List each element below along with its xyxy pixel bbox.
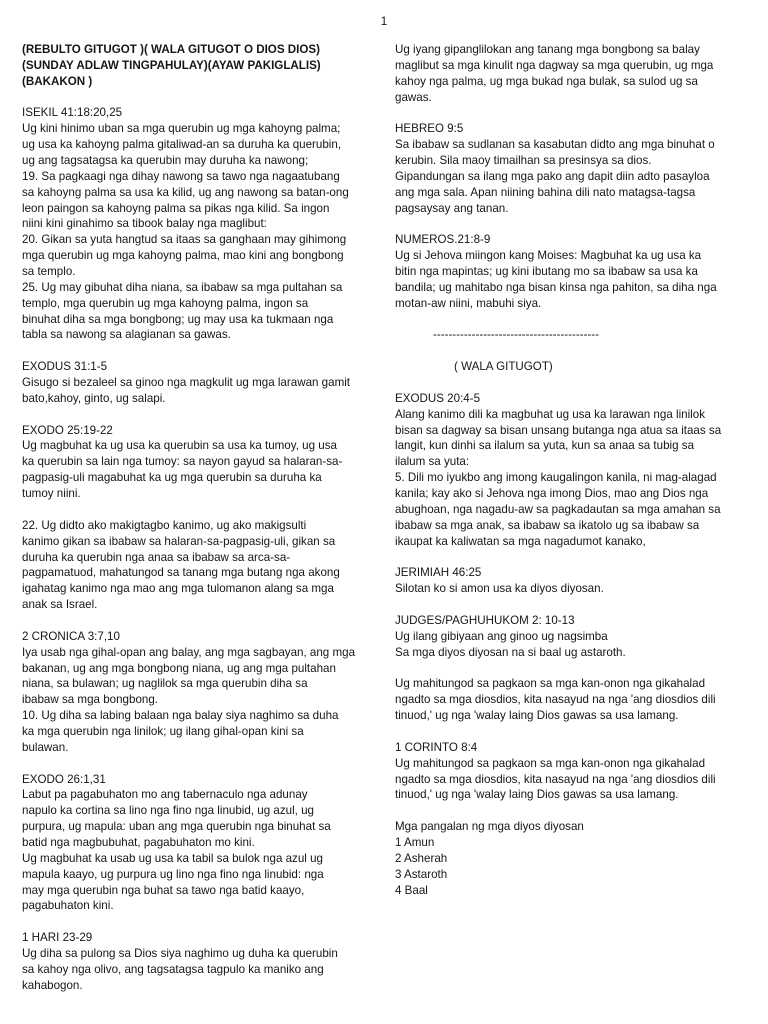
text-line: sa templo. bbox=[22, 265, 76, 279]
text-line: motan-aw niini, mabuhi siya. bbox=[395, 296, 542, 310]
text-line: kahabogon. bbox=[22, 978, 83, 992]
text-line: ngadto sa mga diosdios, kita nasayud na nga 'ang diosdios dili bbox=[395, 772, 716, 786]
text-line: kanimo gikan sa ibabaw sa halaran-sa-pagpasig-uli, gikan sa bbox=[22, 534, 336, 548]
section-divider bbox=[395, 327, 753, 343]
text-line: Ug iyang gipanglilokan ang tanang mga bongbong sa balay bbox=[395, 43, 700, 56]
text-line: Ug magbuhat ka usab ug usa ka tabil sa bulok nga azul ug bbox=[22, 851, 323, 865]
text-line: ilalum sa yuta: bbox=[395, 455, 470, 469]
text-line: tinuod,' ug nga 'walay laing Dios gawas sa usa lamang. bbox=[395, 788, 679, 802]
text-line: Ug si Jehova miingon kang Moises: Magbuhat ka ug usa ka bbox=[395, 249, 702, 263]
text-line: 10. Ug diha sa labing balaan nga balay siya naghimo sa duha bbox=[22, 709, 339, 723]
scripture-passage bbox=[22, 629, 384, 756]
scripture-reference: EXODO 26:1,31 bbox=[22, 772, 106, 786]
scripture-passage bbox=[22, 930, 384, 993]
scripture-reference: EXODUS 31:1-5 bbox=[22, 360, 108, 374]
text-line: napulo ka cortina sa lino nga fino nga linubid, ug azul, ug bbox=[22, 804, 314, 818]
text-line: bisan sa dagway sa bisan unsang butanga nga atua sa itaas sa bbox=[395, 423, 722, 437]
text-line: purpura, ug mapula: uban ang mga querubin nga binuhat sa bbox=[22, 820, 331, 834]
document-title-line: (SUNDAY ADLAW TINGPAHULAY)(AYAW PAKIGLALIS) bbox=[22, 58, 321, 72]
scripture-reference: NUMEROS.21:8-9 bbox=[395, 233, 491, 247]
text-line: 22. Ug didto ako makigtagbo kanimo, ug ako makigsulti bbox=[22, 518, 307, 532]
text-line: Iya usab nga gihal-opan ang balay, ang mga sagbayan, ang mga bbox=[22, 645, 356, 659]
text-line: igahatag kanimo nga mao ang mga tulomanon alang sa mga bbox=[22, 582, 334, 596]
scripture-reference: HEBREO 9:5 bbox=[395, 122, 464, 136]
text-line: batid nga magbubuhat, pagabuhaton mo kini. bbox=[22, 835, 255, 849]
text-line: may mga querubin nga buhat sa tawo nga batid kaayo, bbox=[22, 883, 305, 897]
text-line: tinuod,' ug nga 'walay laing Dios gawas sa usa lamang. bbox=[395, 709, 679, 723]
text-line: Ug kini hinimo uban sa mga querubin ug mga kahoyng palma; bbox=[22, 122, 341, 136]
text-line: Ug mahitungod sa pagkaon sa mga kan-onon nga gikahalad bbox=[395, 677, 706, 691]
scripture-reference: EXODO 25:19-22 bbox=[22, 423, 113, 437]
text-line: ka querubin sa lain nga tumoy: sa nayon gayud sa halaran-sa- bbox=[22, 455, 343, 469]
text-line: mapula kaayo, ug purpura ug lino nga fino nga linubid: nga bbox=[22, 867, 324, 881]
text-line: ngadto sa mga diosdios, kita nasayud na nga 'ang diosdios dili bbox=[395, 693, 716, 707]
text-line: 20. Gikan sa yuta hangtud sa itaas sa ganghaan may gihimong bbox=[22, 233, 347, 247]
list-item: 1 Amun bbox=[395, 835, 435, 849]
text-line: bato,kahoy, ginto, ug salapi. bbox=[22, 391, 166, 405]
scripture-passage bbox=[22, 423, 384, 502]
text-line: Ug ilang gibiyaan ang ginoo ug nagsimba bbox=[395, 629, 608, 643]
text-line: bulawan. bbox=[22, 740, 69, 754]
list-item: 2 Asherah bbox=[395, 851, 448, 865]
text-line: mga querubin ug mga kahoyng palma, mao kini ang bongbong bbox=[22, 249, 344, 263]
document-title-block bbox=[22, 42, 384, 90]
text-line: leon paingon sa kahoyng palma sa pikas nga kilid. Sa ingon bbox=[22, 201, 330, 215]
section-label-text: ( WALA GITUGOT) bbox=[454, 360, 553, 374]
text-line: langit, kun dinhi sa ilalum sa yuta, kun sa anaa sa tubig sa bbox=[395, 439, 695, 453]
text-line: Ug diha sa pulong sa Dios siya naghimo ug duha ka querubin bbox=[22, 946, 338, 960]
scripture-passage bbox=[22, 772, 384, 915]
text-line: abughoan, nga nagadu-aw sa pagkadautan sa mga amahan sa bbox=[395, 502, 721, 516]
text-line: binuhat diha sa mga bongbong; ug may usa ka tukmaan nga bbox=[22, 312, 334, 326]
text-line: bitin nga mapintas; ug kini ibutang mo sa ibabaw sa usa ka bbox=[395, 265, 698, 279]
text-line: pagpamatuod, mahatungod sa tanang mga butang nga akong bbox=[22, 566, 340, 580]
text-line: bakanan, ug ang mga bongbong niana, ug ang mga pultahan bbox=[22, 661, 336, 675]
scripture-passage bbox=[22, 105, 384, 343]
text-line: ang mga sala. Apan niining bahina dili nato matagsa-tagsa bbox=[395, 185, 696, 199]
page-number: 1 bbox=[380, 15, 388, 28]
text-line: Gipandungan sa ilang mga pako ang dapit diin adto pasayloa bbox=[395, 169, 710, 183]
text-line: ibabaw sa mga anak, sa ibabaw sa ikatolo ug sa ibabaw sa bbox=[395, 518, 700, 532]
text-line: kerubin. Sila maoy timailhan sa presinsya sa dios. bbox=[395, 154, 652, 168]
scripture-passage bbox=[395, 565, 753, 597]
text-line: Silotan ko si amon usa ka diyos diyosan. bbox=[395, 582, 604, 596]
document-title-line: (BAKAKON ) bbox=[22, 74, 93, 88]
text-line: Sa mga diyos diyosan na si baal ug astaroth. bbox=[395, 645, 626, 659]
text-line: 19. Sa pagkaagi nga dihay nawong sa tawo nga nagaatubang bbox=[22, 169, 340, 183]
text-line: tumoy niini. bbox=[22, 487, 81, 501]
text-line: 5. Dili mo iyukbo ang imong kaugalingon kanila, ni mag-alagad bbox=[395, 471, 717, 485]
scripture-reference: 2 CRONICA 3:7,10 bbox=[22, 629, 120, 643]
text-line: niini kini ginahimo sa tibook balay nga maglibut: bbox=[22, 217, 267, 231]
divider-line: ------------------------------------------- bbox=[433, 328, 600, 342]
scripture-passage bbox=[395, 121, 753, 216]
scripture-reference: JERIMIAH 46:25 bbox=[395, 566, 482, 580]
text-line: templo, mga querubin ug mga kahoyng palma, ingon sa bbox=[22, 296, 309, 310]
scripture-reference: ISEKIL 41:18:20,25 bbox=[22, 106, 123, 120]
list-heading: Mga pangalan ng mga diyos diyosan bbox=[395, 820, 584, 834]
text-line: sa kahoy nga olivo, ang tagsatagsa tagpulo ka maniko ang bbox=[22, 962, 324, 976]
text-line: tabla sa nawong sa alagianan sa gawas. bbox=[22, 328, 231, 342]
text-line: sa kahoyng palma sa usa ka kilid, ug ang nawong sa batan-ong bbox=[22, 185, 349, 199]
text-paragraph bbox=[395, 42, 753, 105]
text-line: pagpasig-uli magabuhat ka ug mga querubin sa duruha ka bbox=[22, 471, 322, 485]
scripture-passage bbox=[395, 232, 753, 311]
text-line: Ug magbuhat ka ug usa ka querubin sa usa ka tumoy, ug usa bbox=[22, 439, 337, 453]
text-line: anak sa Israel. bbox=[22, 598, 98, 612]
section-label bbox=[395, 359, 753, 375]
text-line: maglibut sa mga kinulit nga dagway sa mga querubin, ug mga bbox=[395, 58, 714, 72]
list-item: 3 Astaroth bbox=[395, 867, 448, 881]
text-line: kanila; kay ako si Jehova nga imong Dios, mao ang Dios nga bbox=[395, 487, 709, 501]
text-line: ikaupat ka kaliwatan sa mga nagadumot kanako, bbox=[395, 534, 646, 548]
scripture-reference: 1 HARI 23-29 bbox=[22, 931, 93, 945]
document-title-line: (REBULTO GITUGOT )( WALA GITUGOT O DIOS DIOS) bbox=[22, 43, 320, 56]
text-line: niana, sa bulawan; ug naglilok sa mga querubin diha sa bbox=[22, 677, 308, 691]
scripture-passage bbox=[395, 740, 753, 803]
text-line: Ug mahitungod sa pagkaon sa mga kan-onon nga gikahalad bbox=[395, 756, 706, 770]
text-line: pagsaysay ang tanan. bbox=[395, 201, 509, 215]
list-item: 4 Baal bbox=[395, 883, 428, 897]
text-line: 25. Ug may gibuhat diha niana, sa ibabaw sa mga pultahan sa bbox=[22, 280, 343, 294]
text-line: duruha ka querubin nga anaa sa ibabaw sa arca-sa- bbox=[22, 550, 291, 564]
text-line: ka mga querubin nga linilok; ug ilang gihal-opan kini sa bbox=[22, 724, 304, 738]
left-column bbox=[22, 42, 384, 994]
scripture-passage bbox=[22, 359, 384, 407]
scripture-reference: 1 CORINTO 8:4 bbox=[395, 740, 478, 754]
scripture-reference: EXODUS 20:4-5 bbox=[395, 391, 481, 405]
text-line: pagabuhaton kini. bbox=[22, 899, 114, 913]
text-line: Alang kanimo dili ka magbuhat ug usa ka larawan nga linilok bbox=[395, 407, 705, 421]
name-list bbox=[395, 819, 753, 898]
text-line: ibabaw sa mga bongbong. bbox=[22, 693, 159, 707]
right-column bbox=[395, 42, 753, 898]
text-line: kahoy nga palma, ug mga bukad nga bulak, sa sulod ug sa bbox=[395, 74, 698, 88]
text-line: Gisugo si bezaleel sa ginoo nga magkulit ug mga larawan gamit bbox=[22, 376, 351, 390]
text-paragraph bbox=[22, 518, 384, 613]
text-line: Labut pa pagabuhaton mo ang tabernaculo nga adunay bbox=[22, 788, 308, 802]
text-line: ug usa ka kahoyng palma gitaliwad-an sa duruha ka querubin, bbox=[22, 138, 342, 152]
text-paragraph bbox=[395, 676, 753, 724]
scripture-passage bbox=[395, 391, 753, 550]
text-line: Sa ibabaw sa sudlanan sa kasabutan didto ang mga binuhat o bbox=[395, 138, 715, 152]
text-line: ug ang tagsatagsa ka querubin may duruha ka nawong; bbox=[22, 154, 309, 168]
text-line: gawas. bbox=[395, 90, 432, 104]
scripture-passage bbox=[395, 613, 753, 661]
text-line: bandila; ug mahitabo nga bisan kinsa nga pahiton, sa diha nga bbox=[395, 280, 717, 294]
scripture-reference: JUDGES/PAGHUHUKOM 2: 10-13 bbox=[395, 613, 575, 627]
